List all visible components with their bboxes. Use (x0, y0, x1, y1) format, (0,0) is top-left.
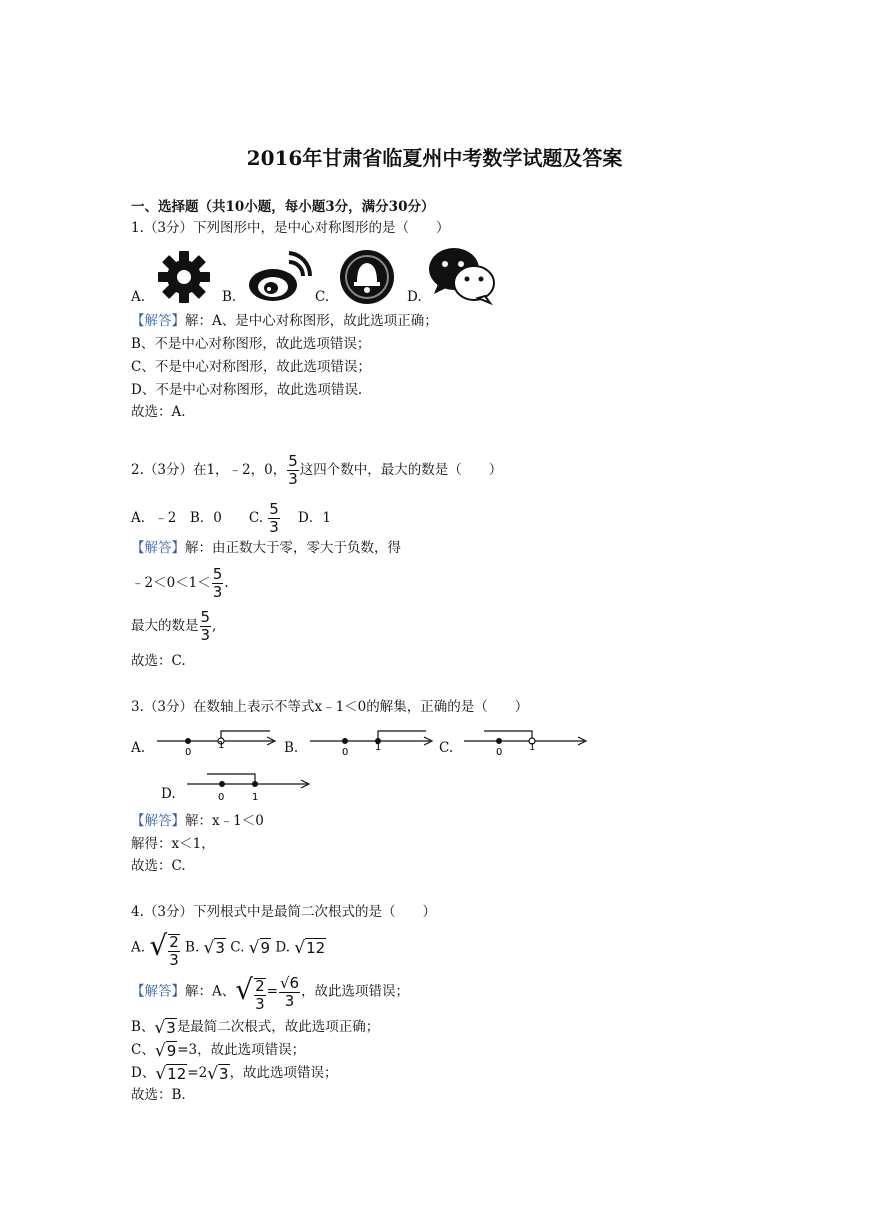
bell-logo-icon (338, 248, 396, 306)
q3-option-a-label: A. (131, 740, 146, 756)
section-heading: 一、选择题（共10小题，每小题3分，满分30分） (131, 199, 435, 215)
q4-solution-b-post: 是最简二次根式，故此选项正确； (176, 1019, 380, 1035)
q1-solution-line-3: C、不是中心对称图形，故此选项错误； (131, 359, 371, 375)
q3-option-a-number-line (155, 728, 280, 756)
q3-d-tick-0: 0 (218, 792, 225, 803)
q3-stem: 3.（3分）在数轴上表示不等式x﹣1＜0的解集，正确的是（ ） (131, 699, 529, 715)
q4-solution-a-result: $\frac{√6}{3}$ (279, 973, 300, 1010)
q1-answer-tag: 【解答】 (131, 313, 185, 329)
q2-solution-fraction-1: $\frac{5}{3}$ (212, 565, 223, 601)
q3-b-tick-1: 1 (375, 742, 382, 753)
q4-solution-c-pre: C、 (131, 1042, 155, 1058)
weibo-icon (245, 250, 311, 304)
q3-solution-line-1: 解：x﹣1＜0 (185, 813, 264, 829)
q1-option-b-label: B. (222, 289, 237, 305)
q2-solution-fraction-2: $\frac{5}{3}$ (200, 608, 211, 644)
q4-option-a-radical: √ $\frac{2}{3}$ (149, 929, 179, 969)
q4-option-b-radical: √3 (203, 938, 225, 958)
q4-option-d-label: D. (275, 939, 290, 956)
q3-answer: 故选：C. (131, 858, 186, 874)
q4-answer-tag: 【解答】 (131, 983, 185, 1000)
q3-option-c-label: C. (439, 740, 454, 756)
q3-c-tick-1: 1 (529, 742, 536, 753)
q4-solution-b-pre: B、 (131, 1019, 155, 1035)
q1-option-a-label: A. (131, 289, 146, 305)
q4-option-d-radical: √12 (294, 938, 326, 958)
q2-stem-pre: 2.（3分）在1，﹣2，0， (131, 462, 287, 478)
q4-solution-b-radical: √3 (154, 1017, 176, 1038)
q2-stem-post: 这四个数中，最大的数是（ ） (299, 462, 503, 478)
q2-option-d: D．1 (298, 510, 331, 526)
page-title: 2016年甘肃省临夏州中考数学试题及答案 (246, 146, 623, 170)
q4-solution-d-radical-2: √3 (207, 1063, 229, 1084)
q4-option-c-label: C. (230, 939, 245, 956)
q1-solution-line-1: 解：A、是中心对称图形，故此选项正确； (185, 313, 438, 329)
q1-option-c-label: C. (315, 289, 330, 305)
q1-option-d-label: D. (407, 289, 422, 305)
q4-solution-a-pre: 解：A、 (185, 983, 236, 1000)
q4-solution-c-radical: √9 (154, 1040, 177, 1061)
q2-stem-fraction: $\frac{5}{3}$ (288, 452, 298, 488)
q2-answer: 故选：C. (131, 653, 186, 669)
q3-option-b-label: B. (284, 740, 299, 756)
q2-answer-tag: 【解答】 (131, 540, 185, 556)
q4-solution-c-post: =3，故此选项错误； (177, 1042, 306, 1058)
q4-solution-d-post: ，故此选项错误； (229, 1065, 338, 1081)
q1-solution-line-2: B、不是中心对称图形，故此选项错误； (131, 336, 371, 352)
q4-option-c-radical: √9 (248, 938, 271, 958)
q4-option-b-label: B. (185, 939, 200, 956)
gear-icon (157, 250, 211, 304)
q3-option-c-number-line (462, 728, 590, 756)
q3-option-d-label: D. (161, 786, 176, 802)
q2-options-ab: A．﹣2 B．0 C. (131, 510, 263, 526)
q3-c-tick-0: 0 (496, 747, 503, 758)
wechat-icon (428, 246, 496, 304)
q1-stem: 1.（3分）下列图形中，是中心对称图形的是（ ） (131, 220, 450, 236)
q4-solution-d-pre: D、 (131, 1065, 156, 1081)
q3-b-tick-0: 0 (342, 747, 349, 758)
q3-a-tick-0: 0 (185, 747, 192, 758)
q3-option-d-number-line (185, 772, 315, 802)
q4-solution-a-radical: √ $\frac{2}{3}$ (235, 973, 265, 1013)
q2-option-c-fraction: $\frac{5}{3}$ (269, 500, 279, 536)
q2-solution-line-2: ﹣2＜0＜1＜ (131, 575, 211, 591)
q4-stem: 4.（3分）下列根式中是最简二次根式的是（ ） (131, 904, 436, 920)
q4-solution-d-mid: =2 (187, 1065, 208, 1081)
q3-solution-line-2: 解得：x＜1， (131, 836, 215, 852)
q1-answer: 故选：A. (131, 404, 186, 420)
q4-solution-a-post: ，故此选项错误； (301, 983, 410, 1000)
q3-d-tick-1: 1 (252, 792, 259, 803)
q4-solution-d-radical: √12 (155, 1063, 187, 1084)
q3-answer-tag: 【解答】 (131, 813, 185, 829)
q1-solution-line-4: D、不是中心对称图形，故此选项错误. (131, 382, 363, 398)
q4-answer: 故选：B. (131, 1087, 186, 1103)
q3-a-tick-1: 1 (218, 740, 225, 751)
q2-solution-line-2-end: . (224, 575, 229, 591)
q2-solution-line-3-end: , (212, 618, 217, 634)
q2-solution-line-3: 最大的数是 (131, 618, 199, 634)
q4-option-a-label: A. (131, 939, 146, 956)
q2-solution-line-1: 解：由正数大于零，零大于负数，得 (185, 540, 401, 556)
q3-option-b-number-line (308, 728, 436, 756)
